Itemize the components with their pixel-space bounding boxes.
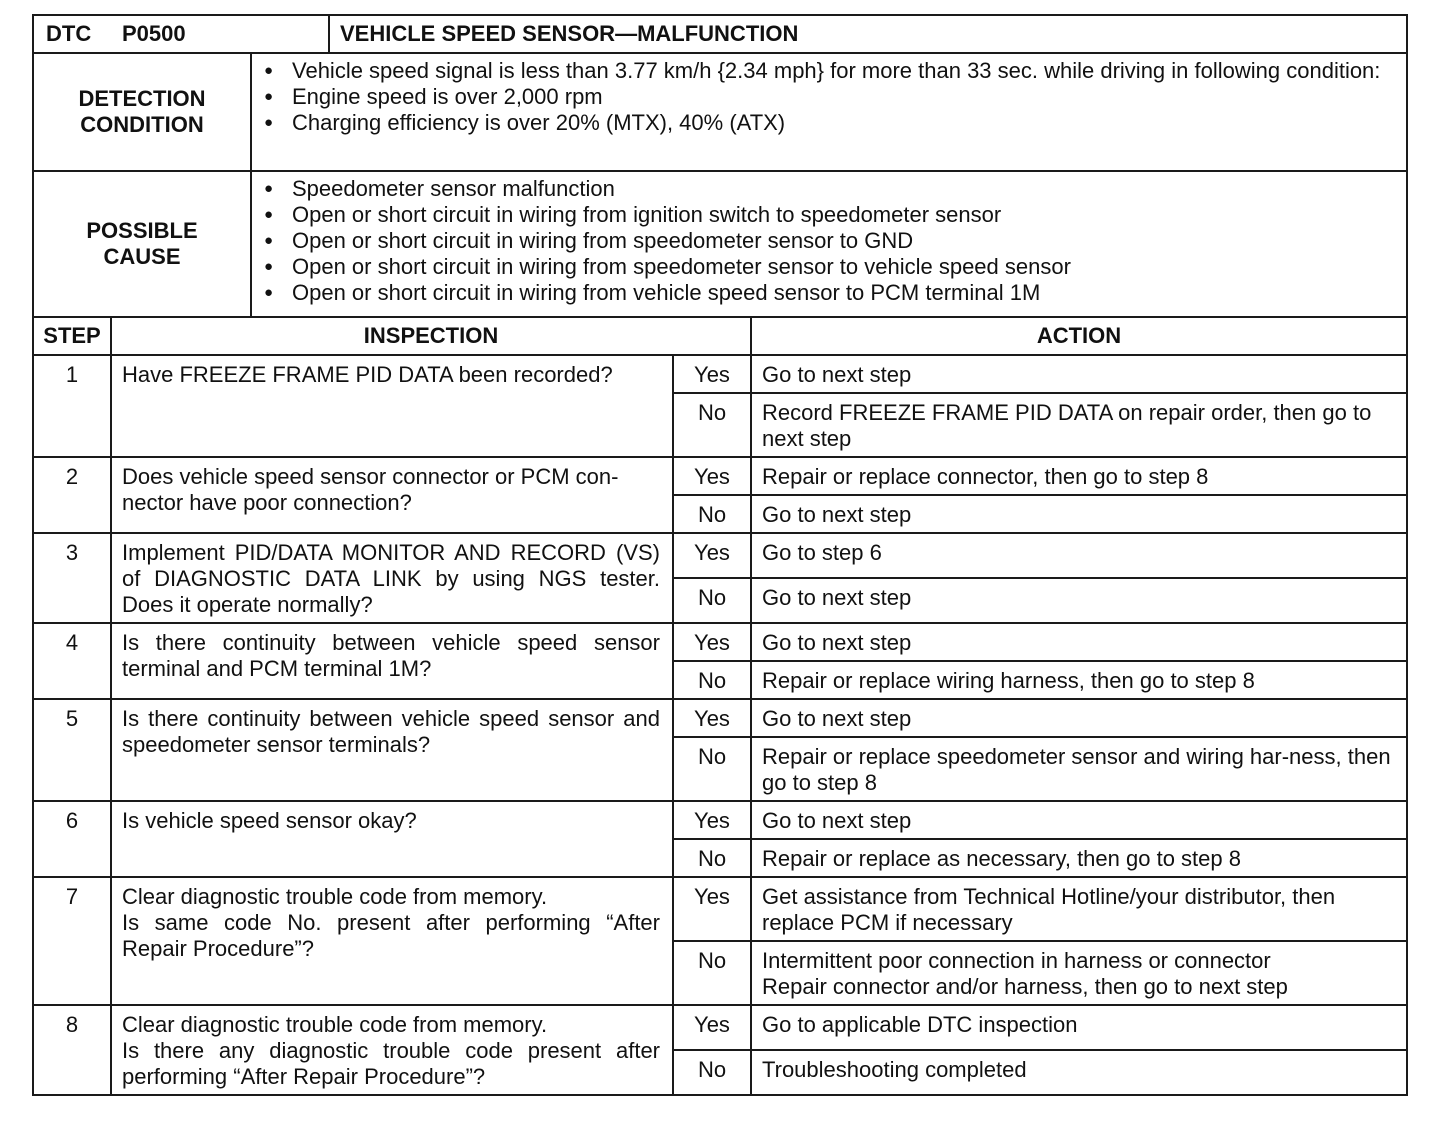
dtc-code-cell bbox=[33, 15, 329, 53]
no-label: No bbox=[673, 839, 751, 877]
no-action: Go to next step bbox=[751, 495, 1407, 533]
yes-action: Go to step 6 bbox=[751, 533, 1407, 578]
yes-action: Go to next step bbox=[751, 355, 1407, 393]
action-column-header: ACTION bbox=[751, 317, 1407, 355]
no-label: No bbox=[673, 495, 751, 533]
detection-label-line2: CONDITION bbox=[80, 112, 204, 137]
step-inspection: Implement PID/DATA MONITOR AND RECORD (VS) of DIAGNOSTIC DATA LINK by using NGS tester. Does it operate normally? bbox=[111, 533, 673, 623]
yes-label: Yes bbox=[673, 457, 751, 495]
no-label: No bbox=[673, 661, 751, 699]
step-inspection: Have FREEZE FRAME PID DATA been recorded? bbox=[111, 355, 673, 457]
step-number: 1 bbox=[33, 355, 111, 457]
inspection-column-header: INSPECTION bbox=[111, 317, 751, 355]
step-inspection: Is there continuity between vehicle speed sensor terminal and PCM terminal 1M? bbox=[111, 623, 673, 699]
detection-condition-list bbox=[251, 53, 1407, 171]
step-row-yes bbox=[33, 355, 1407, 393]
action-line: Repair connector and/or harness, then go to next step bbox=[762, 974, 1288, 999]
step-number: 8 bbox=[33, 1005, 111, 1095]
detection-condition-label bbox=[33, 53, 251, 171]
step-number: 5 bbox=[33, 699, 111, 801]
no-action: Go to next step bbox=[751, 578, 1407, 623]
inspection-line: Clear diagnostic trouble code from memory. bbox=[122, 884, 548, 909]
no-action: Record FREEZE FRAME PID DATA on repair order, then go to next step bbox=[751, 393, 1407, 457]
step-number: 3 bbox=[33, 533, 111, 623]
yes-label: Yes bbox=[673, 355, 751, 393]
yes-label: Yes bbox=[673, 801, 751, 839]
step-inspection bbox=[111, 1005, 673, 1095]
dtc-label: DTC bbox=[46, 21, 92, 46]
step-row-yes bbox=[33, 457, 1407, 495]
inspection-line: Is there any diagnostic trouble code present after performing “After Repair Procedure”? bbox=[122, 1038, 660, 1089]
detection-item: ● Engine speed is over 2,000 rpm bbox=[262, 84, 1396, 110]
cause-item: ● Open or short circuit in wiring from vehicle speed sensor to PCM terminal 1M bbox=[262, 280, 1396, 306]
yes-label: Yes bbox=[673, 1005, 751, 1050]
step-row-yes bbox=[33, 533, 1407, 578]
page-title: VEHICLE SPEED SENSOR—MALFUNCTION bbox=[329, 15, 1407, 53]
yes-label: Yes bbox=[673, 699, 751, 737]
no-label: No bbox=[673, 393, 751, 457]
step-number: 4 bbox=[33, 623, 111, 699]
cause-item: ● Open or short circuit in wiring from ignition switch to speedometer sensor bbox=[262, 202, 1396, 228]
cause-item: ● Open or short circuit in wiring from speedometer sensor to vehicle speed sensor bbox=[262, 254, 1396, 280]
dtc-sheet bbox=[32, 14, 1408, 1096]
step-number: 7 bbox=[33, 877, 111, 1005]
step-inspection bbox=[111, 877, 673, 1005]
inspection-line: Is same code No. present after performing “After Repair Procedure”? bbox=[122, 910, 660, 961]
no-label: No bbox=[673, 941, 751, 1005]
detection-label-line1: DETECTION bbox=[78, 86, 206, 111]
yes-label: Yes bbox=[673, 623, 751, 661]
no-action: Repair or replace speedometer sensor and wiring har-ness, then go to step 8 bbox=[751, 737, 1407, 801]
step-row-yes bbox=[33, 801, 1407, 839]
no-action: Troubleshooting completed bbox=[751, 1050, 1407, 1095]
cause-label-line1: POSSIBLE bbox=[86, 218, 198, 243]
yes-label: Yes bbox=[673, 877, 751, 941]
yes-action: Go to next step bbox=[751, 699, 1407, 737]
yes-action: Go to applicable DTC inspection bbox=[751, 1005, 1407, 1050]
dtc-code: P0500 bbox=[122, 21, 186, 46]
step-inspection: Is there continuity between vehicle speed sensor and speedometer sensor terminals? bbox=[111, 699, 673, 801]
action-line: Intermittent poor connection in harness or connector bbox=[762, 948, 1271, 973]
possible-cause-label bbox=[33, 171, 251, 317]
yes-action: Get assistance from Technical Hotline/your distributor, then replace PCM if necessary bbox=[751, 877, 1407, 941]
step-row-yes bbox=[33, 877, 1407, 941]
cause-label-line2: CAUSE bbox=[103, 244, 181, 269]
no-action bbox=[751, 941, 1407, 1005]
yes-action: Go to next step bbox=[751, 801, 1407, 839]
yes-label: Yes bbox=[673, 533, 751, 578]
cause-item: ● Open or short circuit in wiring from speedometer sensor to GND bbox=[262, 228, 1396, 254]
detection-item: ● Charging efficiency is over 20% (MTX), 40% (ATX) bbox=[262, 110, 1396, 136]
dtc-header-table bbox=[32, 14, 1408, 318]
step-number: 2 bbox=[33, 457, 111, 533]
step-row-yes bbox=[33, 1005, 1407, 1050]
no-action: Repair or replace as necessary, then go to step 8 bbox=[751, 839, 1407, 877]
no-label: No bbox=[673, 737, 751, 801]
no-action: Repair or replace wiring harness, then go to step 8 bbox=[751, 661, 1407, 699]
step-row-yes bbox=[33, 699, 1407, 737]
step-row-yes bbox=[33, 623, 1407, 661]
step-inspection: Is vehicle speed sensor okay? bbox=[111, 801, 673, 877]
yes-action: Go to next step bbox=[751, 623, 1407, 661]
step-number: 6 bbox=[33, 801, 111, 877]
yes-action: Repair or replace connector, then go to step 8 bbox=[751, 457, 1407, 495]
step-inspection: Does vehicle speed sensor connector or PCM con-nector have poor connection? bbox=[111, 457, 673, 533]
cause-item: ● Speedometer sensor malfunction bbox=[262, 176, 1396, 202]
inspection-line: Clear diagnostic trouble code from memory. bbox=[122, 1012, 548, 1037]
inspection-steps-table bbox=[32, 316, 1408, 1096]
step-column-header: STEP bbox=[33, 317, 111, 355]
no-label: No bbox=[673, 1050, 751, 1095]
no-label: No bbox=[673, 578, 751, 623]
possible-cause-list bbox=[251, 171, 1407, 317]
detection-item: ● Vehicle speed signal is less than 3.77 km/h {2.34 mph} for more than 33 sec. while driving in following condition: bbox=[262, 58, 1396, 84]
